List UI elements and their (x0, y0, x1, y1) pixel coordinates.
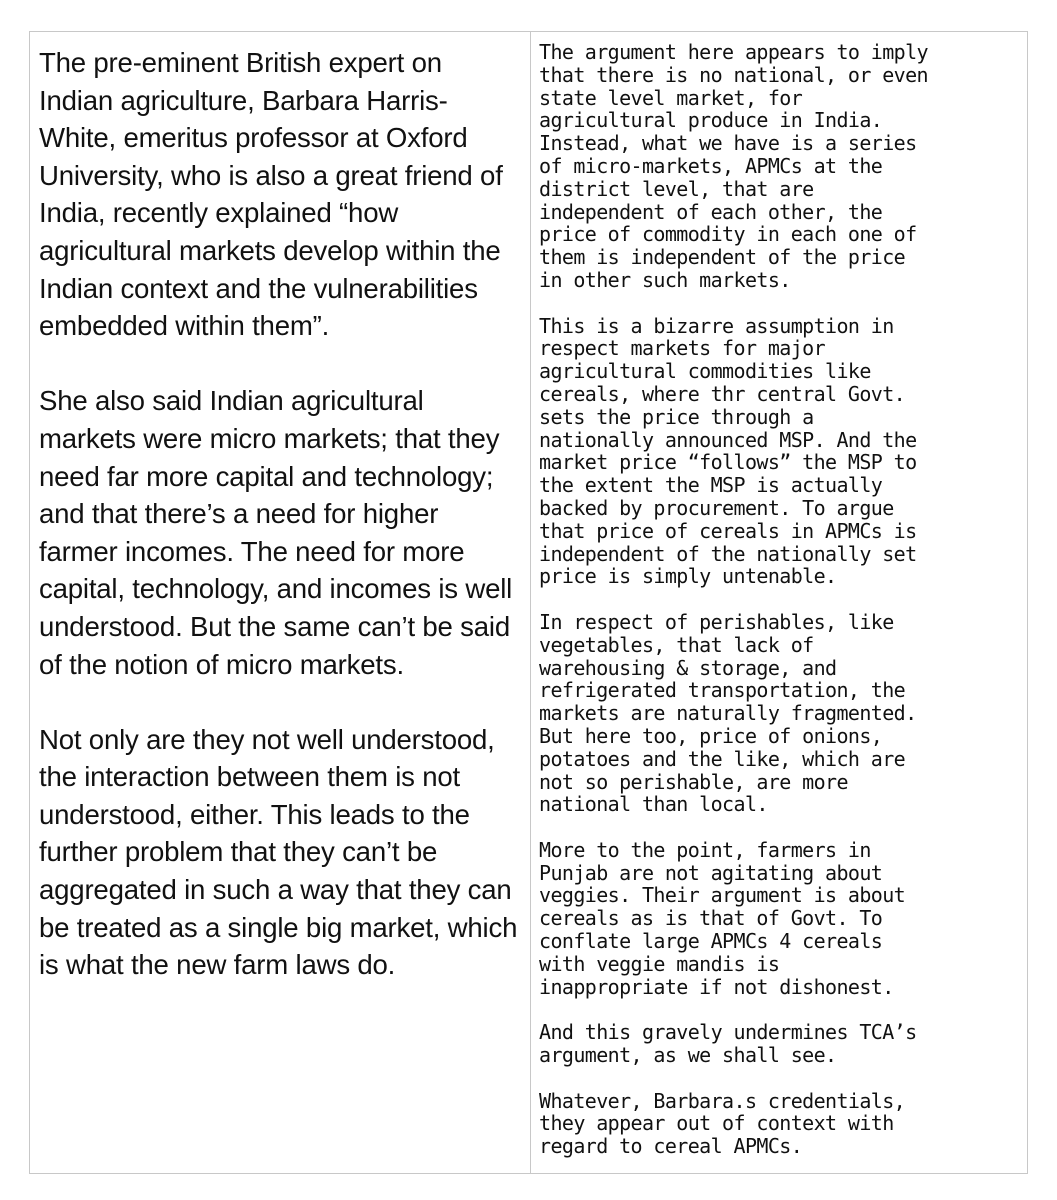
commentary-paragraph: The argument here appears to imply that there is no national, or even state level market, for agricultural produce in India. Instead, what we have is a series of micro-markets, APMCs at the district level, that are independent of each other, the price of commodity in each one of them is independent of the price in other such markets. (539, 40, 928, 292)
commentary-paragraph: More to the point, farmers in Punjab are not agitating about veggies. Their argument is about cereals as is that of Govt. To conflate large APMCs 4 cereals with veggie mandis is inappropriate if not dishonest. (539, 837, 906, 999)
comparison-table (29, 31, 1028, 1174)
commentary-paragraph: Whatever, Barbara.s credentials, they appear out of context with regard to cereal APMCs. (539, 1088, 906, 1159)
article-paragraph: The pre-eminent British expert on Indian agriculture, Barbara Harris-White, emeritus professor at Oxford University, who is also a great friend of India, recently explained “how agricultural markets develop within the Indian context and the vulnerabilities embedded within them”. (39, 47, 503, 342)
article-paragraph: She also said Indian agricultural markets were micro markets; that they need far more capital and technology; and that there’s a need for higher farmer incomes. The need for more capital, technology, and incomes is well understood. But the same can’t be said of the notion of micro markets. (39, 385, 513, 680)
commentary-paragraph: This is a bizarre assumption in respect markets for major agricultural commodities like cereals, where thr central Govt. sets the price through a nationally announced MSP. And the market price “follows” the MSP to the extent the MSP is actually backed by procurement. To argue that price of cereals in APMCs is independent of the nationally set price is simply untenable. (539, 313, 917, 589)
commentary-paragraph: In respect of perishables, like vegetables, that lack of warehousing & storage, and refrigerated transportation, the markets are naturally fragmented. But here too, price of onions, potatoes and the like, which are not so perishable, are more national than local. (539, 609, 917, 817)
commentary-paragraph: And this gravely undermines TCA’s argument, as we shall see. (539, 1020, 917, 1068)
quoted-article-column (30, 32, 531, 1173)
commentary-column (531, 32, 1027, 1173)
article-paragraph: Not only are they not well understood, the interaction between them is not understood, either. This leads to the further problem that they can’t be aggregated in such a way that they can be treated as a single big market, which is what the new farm laws do. (39, 723, 518, 981)
